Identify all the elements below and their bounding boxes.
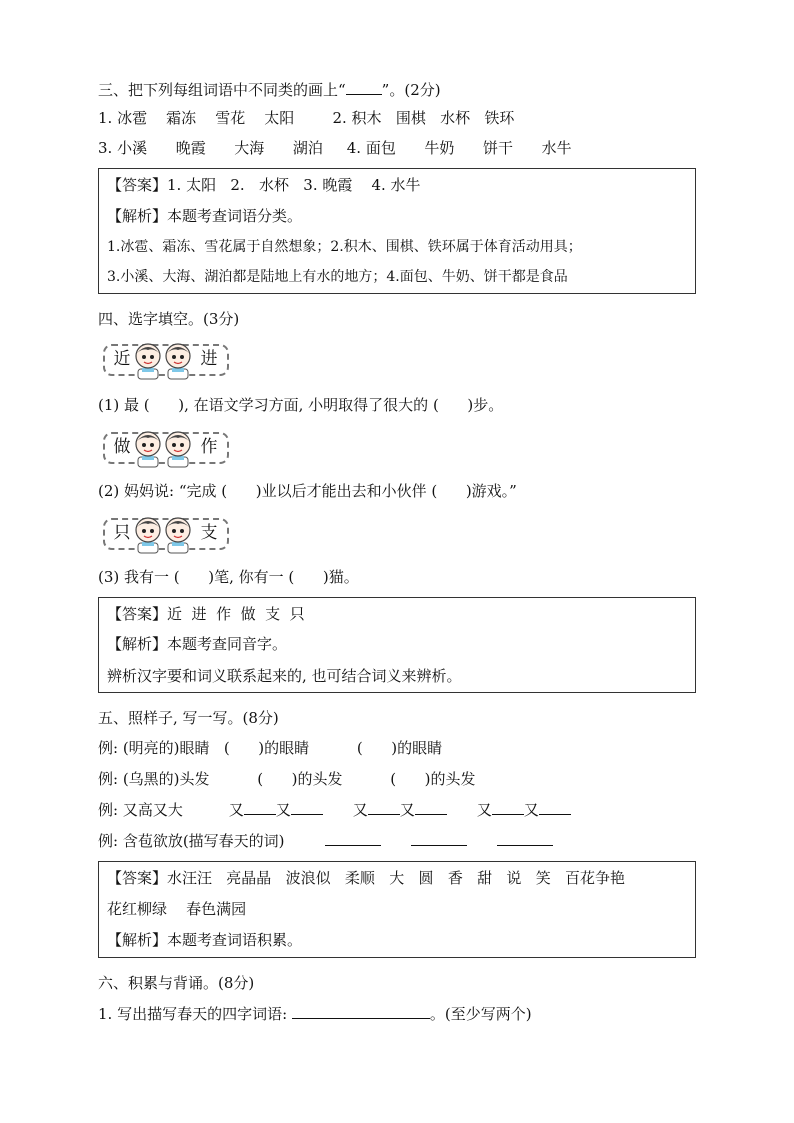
example-2: 例: (乌黑的)头发 ( )的头发 ( )的头发 — [98, 770, 476, 788]
section-5-answer-box — [98, 861, 696, 958]
char-pair-3 — [103, 518, 233, 552]
char-pair-2 — [103, 432, 233, 466]
analysis-text: 【解析】本题考查同音字。 — [107, 635, 288, 653]
section-3-title: 三、把下列每组词语中不同类的画上“ ”。(2分) — [98, 81, 441, 99]
char-option-a: 做 — [113, 437, 131, 457]
answer-text: 【答案】近 进 作 做 支 只 — [107, 605, 305, 623]
analysis-detail-1: 辨析汉字要和词义联系起来的, 也可结合词义来辨析。 — [107, 667, 462, 685]
char-pair-1 — [103, 344, 233, 378]
example-1: 例: (明亮的)眼睛 ( )的眼睛 ( )的眼睛 — [98, 739, 443, 757]
answer-text-continued: 花红柳绿 春色满园 — [107, 900, 247, 918]
question-4-2: (2) 妈妈说: “完成 ( )业以后才能出去和小伙伴 ( )游戏。” — [98, 482, 517, 500]
section-4-answer-box — [98, 597, 696, 693]
char-option-a: 近 — [113, 349, 131, 369]
section-3-line-1: 1. 冰雹 霜冻 雪花 太阳 2. 积木 围棋 水杯 铁环 — [98, 109, 515, 127]
example-3: 例: 又高又大 又 又 又 又 又 又 — [98, 799, 571, 821]
question-4-1: (1) 最 ( ), 在语文学习方面, 小明取得了很大的 ( )步。 — [98, 396, 504, 414]
char-option-b: 进 — [200, 349, 218, 369]
analysis-text: 【解析】本题考查词语积累。 — [107, 931, 303, 949]
analysis-detail-1: 1.冰雹、霜冻、雪花属于自然想象；2.积木、围棋、铁环属于体育活动用具； — [107, 239, 582, 255]
cartoon-kid-icon — [133, 429, 163, 469]
section-3-answer-box — [98, 168, 696, 294]
cartoon-kid-icon — [133, 515, 163, 555]
char-option-b: 作 — [200, 437, 218, 457]
cartoon-kid-icon — [163, 429, 193, 469]
section-6-title: 六、积累与背诵。(8分) — [98, 974, 255, 992]
example-4: 例: 含苞欲放(描写春天的词) — [98, 830, 553, 852]
analysis-text: 【解析】本题考查词语分类。 — [107, 207, 303, 225]
section-4-title: 四、选字填空。(3分) — [98, 310, 240, 328]
answer-text: 【答案】水汪汪 亮晶晶 波浪似 柔顺 大 圆 香 甜 说 笑 百花争艳 — [107, 869, 626, 887]
question-6-1: 1. 写出描写春天的四字词语: 。(至少写两个) — [98, 1005, 532, 1023]
cartoon-kid-icon — [163, 515, 193, 555]
answer-text: 【答案】1. 太阳 2. 水杯 3. 晚霞 4. 水牛 — [107, 176, 421, 194]
section-3-line-2: 3. 小溪 晚霞 大海 湖泊 4. 面包 牛奶 饼干 水牛 — [98, 139, 572, 157]
question-4-3: (3) 我有一 ( )笔, 你有一 ( )猫。 — [98, 568, 359, 586]
char-option-b: 支 — [200, 523, 218, 543]
analysis-detail-2: 3.小溪、大海、湖泊都是陆地上有水的地方；4.面包、牛奶、饼干都是食品 — [107, 269, 568, 285]
section-5-title: 五、照样子, 写一写。(8分) — [98, 709, 279, 727]
cartoon-kid-icon — [163, 341, 193, 381]
char-option-a: 只 — [113, 523, 131, 543]
cartoon-kid-icon — [133, 341, 163, 381]
